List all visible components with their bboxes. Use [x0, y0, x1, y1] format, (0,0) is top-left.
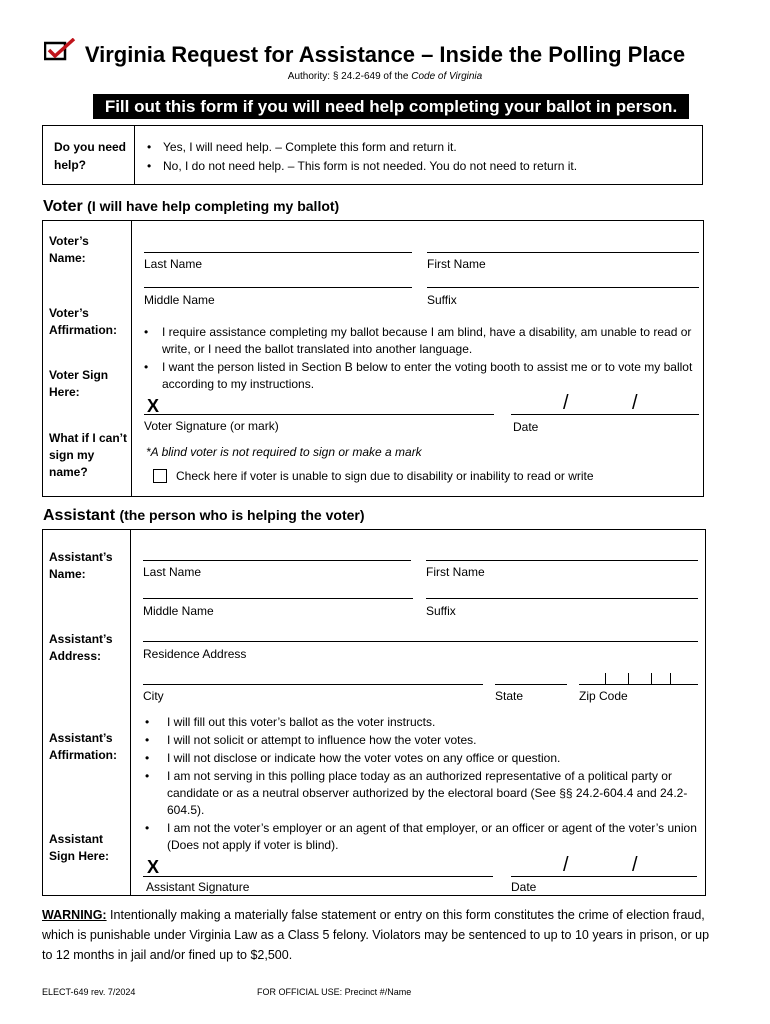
assistant-suffix-field[interactable]	[426, 598, 698, 599]
zip-code-field[interactable]	[579, 684, 698, 685]
need-help-option-no: • No, I do not need help. – This form is not needed. You do not need to return it.	[147, 159, 578, 173]
voter-middle-name-field[interactable]	[144, 287, 412, 288]
voter-last-name-caption: Last Name	[144, 257, 203, 271]
voter-affirmation-1: I require assistance completing my ballot because I am blind, have a disability, am unable to read or write, or I need the ballot translated into another language.	[162, 325, 692, 356]
assistant-affirmation-label: Assistant’s Affirmation:	[49, 731, 117, 762]
assistant-affirmation-4: I am not serving in this polling place today as an authorized representative of a political party or candidate or as a neutral observer authorized by the electoral board (See §§ 24.2-604.4 and 24.2-604.5).	[167, 769, 688, 817]
voter-first-name-caption: First Name	[427, 257, 486, 271]
voter-affirmation-label: Voter’s Affirmation:	[49, 306, 117, 337]
state-caption: State	[495, 689, 524, 703]
assistant-section-box: Assistant’s Name: Last Name First Name Middle Name Suffix Assistant’s Address: Residence Address City State Zip Code • I will fill out this voter’s ballot as the voter instructs. Assistant’s Affirmation: • I will not solicit or attempt to influence how the voter votes. • I will not disclose or indicate how the voter votes on any office or question. • I am not serving in this polling place today as an authorized representative of a political party or candidate or as a neutral observer authorized by the electoral board (See §§ 24.2-604.4 and 24.2-604.5). • I am not the voter’s employer or an agent of that employer, or an officer or agent of the voter’s union (Does not apply if voter is blind). Assistant Sign Here: X / / Assistant Signature Date	[42, 529, 706, 896]
assistant-affirmation-1: I will fill out this voter’s ballot as the voter instructs.	[167, 715, 436, 729]
official-use-label: FOR OFFICIAL USE: Precinct #/Name	[257, 987, 412, 997]
assistant-affirmation-3: I will not disclose or indicate how the voter votes on any office or question.	[167, 751, 561, 765]
voter-signature-field[interactable]	[144, 414, 494, 415]
voter-sign-label: Voter Sign Here:	[49, 368, 109, 399]
voter-section-heading: Voter (I will have help completing my ballot)	[43, 198, 340, 215]
city-field[interactable]	[143, 684, 483, 685]
authority-citation: Authority: § 24.2-649 of the Code of Virginia	[287, 71, 483, 82]
assistant-date-field[interactable]	[511, 876, 697, 877]
assistant-date-caption: Date	[511, 880, 537, 894]
blind-voter-note: *A blind voter is not required to sign or make a mark	[146, 445, 422, 459]
page-title: Virginia Request for Assistance – Inside the Polling Place	[84, 42, 686, 67]
voter-affirmation-2: I want the person listed in Section B below to enter the voting booth to assist me or to vote my ballot according to my instructions.	[162, 360, 693, 391]
voter-x-mark: X	[147, 396, 160, 416]
voter-signature-caption: Voter Signature (or mark)	[144, 419, 279, 433]
voter-first-name-field[interactable]	[427, 252, 699, 253]
voter-name-label: Voter’s Name:	[49, 234, 89, 265]
voter-suffix-caption: Suffix	[427, 293, 457, 307]
city-caption: City	[143, 689, 164, 703]
assistant-last-name-field[interactable]	[143, 560, 411, 561]
unable-to-sign-checkbox[interactable]	[153, 469, 167, 483]
voter-suffix-field[interactable]	[427, 287, 699, 288]
assistant-first-name-caption: First Name	[426, 565, 485, 579]
cant-sign-label: What if I can’t sign my name?	[49, 431, 127, 479]
residence-address-caption: Residence Address	[143, 647, 247, 661]
need-help-option-yes: • Yes, I will need help. – Complete this form and return it.	[147, 140, 457, 154]
zip-code-caption: Zip Code	[579, 689, 628, 703]
voter-date-caption: Date	[513, 420, 539, 434]
assistant-last-name-caption: Last Name	[143, 565, 202, 579]
assistant-middle-name-caption: Middle Name	[143, 604, 214, 618]
assistant-signature-field[interactable]	[143, 876, 493, 877]
assistant-signature-caption: Assistant Signature	[146, 880, 250, 894]
assistant-address-label: Assistant’s Address:	[49, 632, 113, 663]
state-field[interactable]	[495, 684, 567, 685]
assistant-affirmation-2: I will not solicit or attempt to influence how the voter votes.	[167, 733, 477, 747]
assistant-first-name-field[interactable]	[426, 560, 698, 561]
need-help-options	[147, 138, 577, 176]
warning-text: Intentionally making a materially false statement or entry on this form constitutes the crime of election fraud, which is punishable under Virginia Law as a Class 5 felony. Violators may be sentenced to up to 10 years in prison, or up to 12 months in jail and/or fined up to $2,500.	[42, 908, 710, 962]
voter-last-name-field[interactable]	[144, 252, 412, 253]
need-help-label: Do you need help?	[43, 126, 135, 184]
assistant-suffix-caption: Suffix	[426, 604, 456, 618]
residence-address-field[interactable]	[143, 641, 698, 642]
assistant-section-heading: Assistant (the person who is helping the voter)	[43, 507, 365, 524]
form-id: ELECT-649 rev. 7/2024	[42, 987, 136, 997]
voter-section-box: Voter’s Name: Last Name First Name Middle Name Suffix Voter’s Affirmation: • I require assistance completing my ballot because I am blind, have a disability, am unable to read or write, or I need the ballot translated into another language. • I want the person listed in Section B below to enter the voting booth to assist me or to vote my ballot according to my instructions. Voter Sign Here: X / / Voter Signature (or mark) Date What if I can’t sign my name? *A blind voter is not required to sign or make a mark Check here if voter is unable to sign due to disability or inability to read or write	[42, 220, 704, 497]
unable-to-sign-label: Check here if voter is unable to sign due to disability or inability to read or write	[176, 469, 594, 483]
assistant-sign-label: Assistant Sign Here:	[49, 832, 110, 863]
need-help-box	[42, 125, 703, 185]
warning-paragraph	[42, 905, 712, 965]
voter-middle-name-caption: Middle Name	[144, 293, 215, 307]
assistant-affirmation-5: I am not the voter’s employer or an agent of that employer, or an officer or agent of the voter’s union (Does not apply if voter is blind).	[167, 821, 697, 852]
voter-date-field[interactable]	[511, 414, 699, 415]
assistant-x-mark: X	[147, 857, 160, 877]
assistant-middle-name-field[interactable]	[143, 598, 413, 599]
warning-label: WARNING:	[42, 908, 107, 922]
instruction-banner: Fill out this form if you will need help completing your ballot in person.	[93, 94, 689, 119]
assistant-name-label: Assistant’s Name:	[49, 550, 113, 581]
